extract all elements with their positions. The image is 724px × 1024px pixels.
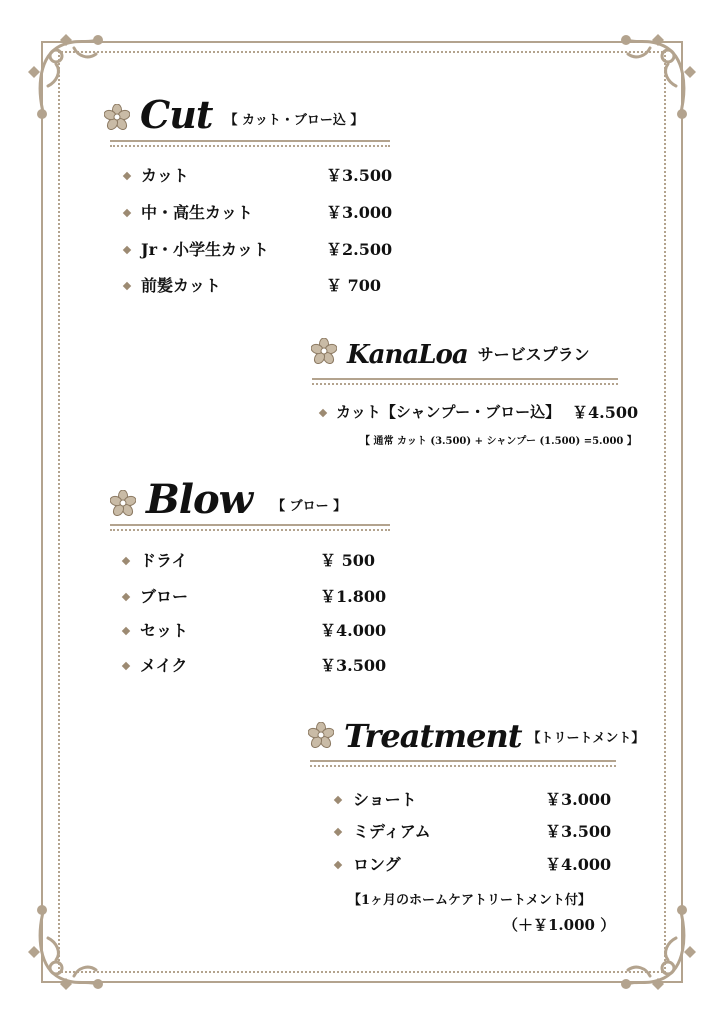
blow-rule-dotted (110, 529, 390, 531)
item-price: ￥3.500 (320, 656, 387, 675)
kanaloa-rule (312, 378, 618, 380)
treatment-subtitle: 【トリートメント】 (527, 731, 645, 746)
list-item: メイク (140, 656, 188, 675)
item-price: ￥4.500 (572, 403, 639, 422)
plumeria-flower-icon (104, 104, 130, 130)
item-price: ￥ 700 (326, 276, 381, 295)
item-price: ￥3.000 (326, 203, 393, 222)
list-item: ロング (353, 855, 401, 874)
blow-rule (110, 524, 390, 526)
cut-header (104, 92, 364, 137)
treatment-rule-dotted (310, 765, 616, 767)
blow-title: Blow (146, 476, 253, 523)
item-price: ￥2.500 (326, 240, 393, 259)
kanaloa-rule-dotted (312, 383, 618, 385)
corner-flourish-icon (602, 902, 698, 998)
list-item: カット【シャンプー・ブロー込】 (336, 403, 561, 421)
kanaloa-subtitle: サービスプラン (477, 345, 590, 364)
blow-subtitle: 【 ブロー 】 (272, 499, 347, 514)
list-item: ショート (353, 790, 417, 809)
kanaloa-title: KanaLoa (347, 340, 468, 370)
item-price: ￥3.000 (545, 790, 612, 809)
list-item: ミディアム (353, 822, 431, 841)
treatment-rule (310, 760, 616, 762)
list-item: Jr・小学生カット (141, 240, 269, 259)
item-price: ￥ 500 (320, 551, 375, 570)
cut-subtitle: 【 カット・ブロー込 】 (224, 113, 364, 128)
cut-rule-dotted (110, 145, 390, 147)
list-item: ドライ (140, 551, 188, 570)
treatment-note: 【1ヶ月のホームケアトリートメント付】 (348, 893, 591, 908)
corner-flourish-icon (602, 26, 698, 122)
item-price: ￥3.500 (326, 166, 393, 185)
list-item: セット (140, 621, 189, 640)
kanaloa-header (311, 338, 590, 368)
treatment-header (308, 717, 645, 755)
plumeria-flower-icon (308, 722, 334, 748)
item-price: ￥4.000 (545, 855, 612, 874)
price-breakdown: 【 通常 カット (3.500) + シャンプー (1.500) =5.000 】 (360, 436, 637, 447)
item-price: ￥3.500 (545, 822, 612, 841)
list-item: 中・高生カット (141, 203, 253, 222)
cut-title: Cut (140, 92, 213, 137)
list-item: 前髪カット (141, 276, 221, 295)
list-item: カット (141, 166, 189, 185)
blow-header (110, 476, 347, 523)
plumeria-flower-icon (110, 490, 136, 516)
treatment-note-price: （＋￥1.000 ） (503, 916, 616, 934)
item-price: ￥1.800 (320, 587, 387, 606)
item-price: ￥4.000 (320, 621, 387, 640)
cut-rule (110, 140, 390, 142)
list-item: ブロー (140, 587, 189, 606)
corner-flourish-icon (26, 902, 122, 998)
treatment-title: Treatment (344, 717, 522, 755)
plumeria-flower-icon (311, 338, 337, 364)
